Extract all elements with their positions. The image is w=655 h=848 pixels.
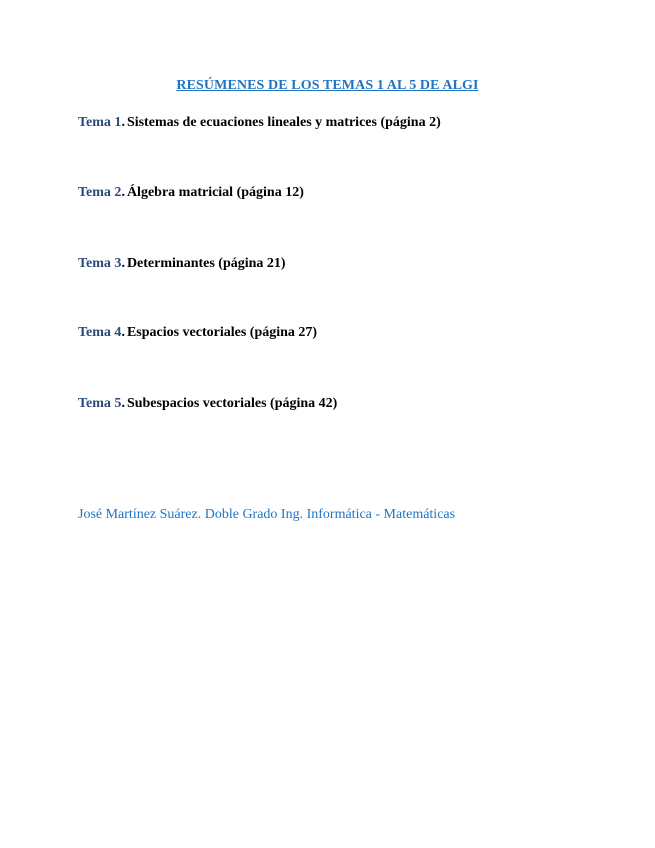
- toc-entry-tema-3: [78, 256, 286, 272]
- toc-entry-label: Tema 2: [78, 185, 122, 200]
- toc-entry-separator: .: [121, 185, 125, 200]
- toc-entry-text: Determinantes (página 21): [126, 256, 286, 271]
- toc-entry-tema-4: [78, 325, 317, 341]
- toc-entry-tema-2: [78, 185, 304, 201]
- toc-entry-tema-5: [78, 396, 337, 412]
- toc-entry-separator: .: [121, 256, 125, 271]
- toc-entry-text: Sistemas de ecuaciones lineales y matrices (página 2): [126, 115, 441, 130]
- toc-entry-label: Tema 5: [78, 396, 122, 411]
- toc-entry-text: Espacios vectoriales (página 27): [126, 325, 318, 340]
- toc-entry-label: Tema 1: [78, 115, 122, 130]
- toc-entry-text: Álgebra matricial (página 12): [126, 185, 304, 200]
- author-line: José Martínez Suárez. Doble Grado Ing. Informática - Matemáticas: [78, 507, 456, 522]
- toc-entry-tema-1: [78, 115, 441, 131]
- document-title: RESÚMENES DE LOS TEMAS 1 AL 5 DE ALGI: [176, 78, 479, 93]
- toc-entry-label: Tema 4: [78, 325, 122, 340]
- toc-entry-label: Tema 3: [78, 256, 122, 271]
- toc-entry-separator: .: [121, 396, 125, 411]
- toc-entry-separator: .: [121, 115, 125, 130]
- toc-entry-separator: .: [121, 325, 125, 340]
- toc-entry-text: Subespacios vectoriales (página 42): [126, 396, 338, 411]
